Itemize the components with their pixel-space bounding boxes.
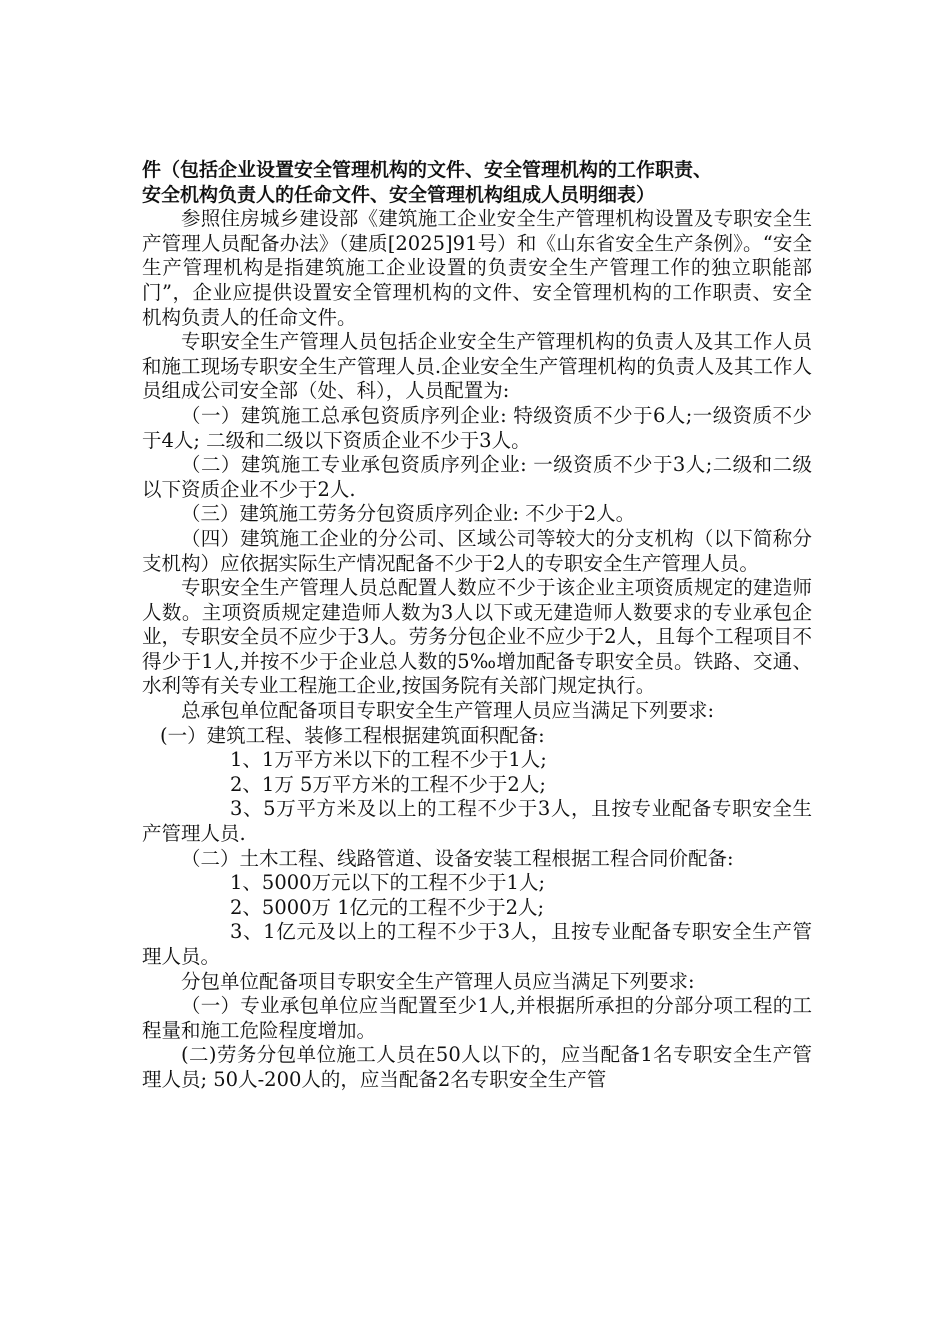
- list-item-area-2: 2、1万 5万平方米的工程不少于2人;: [230, 772, 546, 796]
- section-heading-line-1: 件（包括企业设置安全管理机构的文件、安全管理机构的工作职责、: [142, 159, 713, 181]
- paragraph-item-branch-offices: （四）建筑施工企业的分公司、区域公司等较大的分支机构（以下简称分支机构）应依据实际生产情况配备不少于2人的专职安全生产管理人员。: [142, 526, 812, 575]
- list-item-area-3: 3、5万平方米及以上的工程不少于3人，且按专业配备专职安全生产管理人员.: [142, 797, 812, 846]
- paragraph-item-specialty-contractor: （二）建筑施工专业承包资质序列企业: 一级资质不少于3人;二级和二级以下资质企业不少于2人.: [142, 453, 812, 501]
- paragraph-item-general-contractor: （一）建筑施工总承包资质序列企业: 特级资质不少于6人;一级资质不少于4人; 二级和二级以下资质企业不少于3人。: [142, 403, 812, 452]
- document-body: [142, 158, 812, 1093]
- section-heading-line-2: 安全机构负责人的任命文件、安全管理机构组成人员明细表）: [142, 183, 656, 206]
- paragraph-general-contractor-requirements: 总承包单位配备项目专职安全生产管理人员应当满足下列要求:: [181, 699, 715, 723]
- list-item-contract-1: 1、5000万元以下的工程不少于1人;: [230, 871, 546, 895]
- paragraph-specialty-subcontractor: （一）专业承包单位应当配置至少1人,并根据所承担的分部分项工程的工程量和施工危险程度增加。: [142, 994, 812, 1042]
- list-item-contract-2: 2、5000万 1亿元的工程不少于2人;: [230, 895, 545, 919]
- list-item-contract-3: 3、1亿元及以上的工程不少于3人，且按专业配备专职安全生产管理人员。: [142, 920, 812, 968]
- paragraph-labor-subcontractor: (二)劳务分包单位施工人员在50人以下的，应当配备1名专职安全生产管理人员; 50人-200人的，应当配备2名专职安全生产管: [142, 1043, 812, 1091]
- paragraph-subcontractor-requirements: 分包单位配备项目专职安全生产管理人员应当满足下列要求:: [181, 969, 695, 993]
- paragraph-building-engineering: (一）建筑工程、装修工程根据建筑面积配备:: [160, 723, 545, 747]
- paragraph-civil-engineering: （二）土木工程、线路管道、设备安装工程根据工程合同价配备:: [181, 846, 734, 870]
- paragraph-reference: 参照住房城乡建设部《建筑施工企业安全生产管理机构设置及专职安全生产管理人员配备办法》（建质[2025]91号）和《山东省安全生产条例》。“安全生产管理机构是指建筑施工企业设置的负责安全生产管理工作的独立职能部门”，企业应提供设置安全管理机构的文件、安全管理机构的工作职责、安全机构负责人的任命文件。: [142, 207, 812, 329]
- paragraph-staff-definition: 专职安全生产管理人员包括企业安全生产管理机构的负责人及其工作人员和施工现场专职安全生产管理人员.企业安全生产管理机构的负责人及其工作人员组成公司安全部（处、科），人员配置为:: [142, 330, 812, 403]
- paragraph-total-staffing: 专职安全生产管理人员总配置人数应不少于该企业主项资质规定的建造师人数。主项资质规定建造师人数为3人以下或无建造师人数要求的专业承包企业，专职安全员不应少于3人。劳务分包企业不应少于2人，且每个工程项目不得少于1人,并按不少于企业总人数的5‰增加配备专职安全员。铁路、交通、水利等有关专业工程施工企业,按国务院有关部门规定执行。: [142, 576, 812, 698]
- paragraph-item-labor-subcontractor: （三）建筑施工劳务分包资质序列企业: 不少于2人。: [181, 502, 636, 526]
- list-item-area-1: 1、1万平方米以下的工程不少于1人;: [230, 748, 547, 772]
